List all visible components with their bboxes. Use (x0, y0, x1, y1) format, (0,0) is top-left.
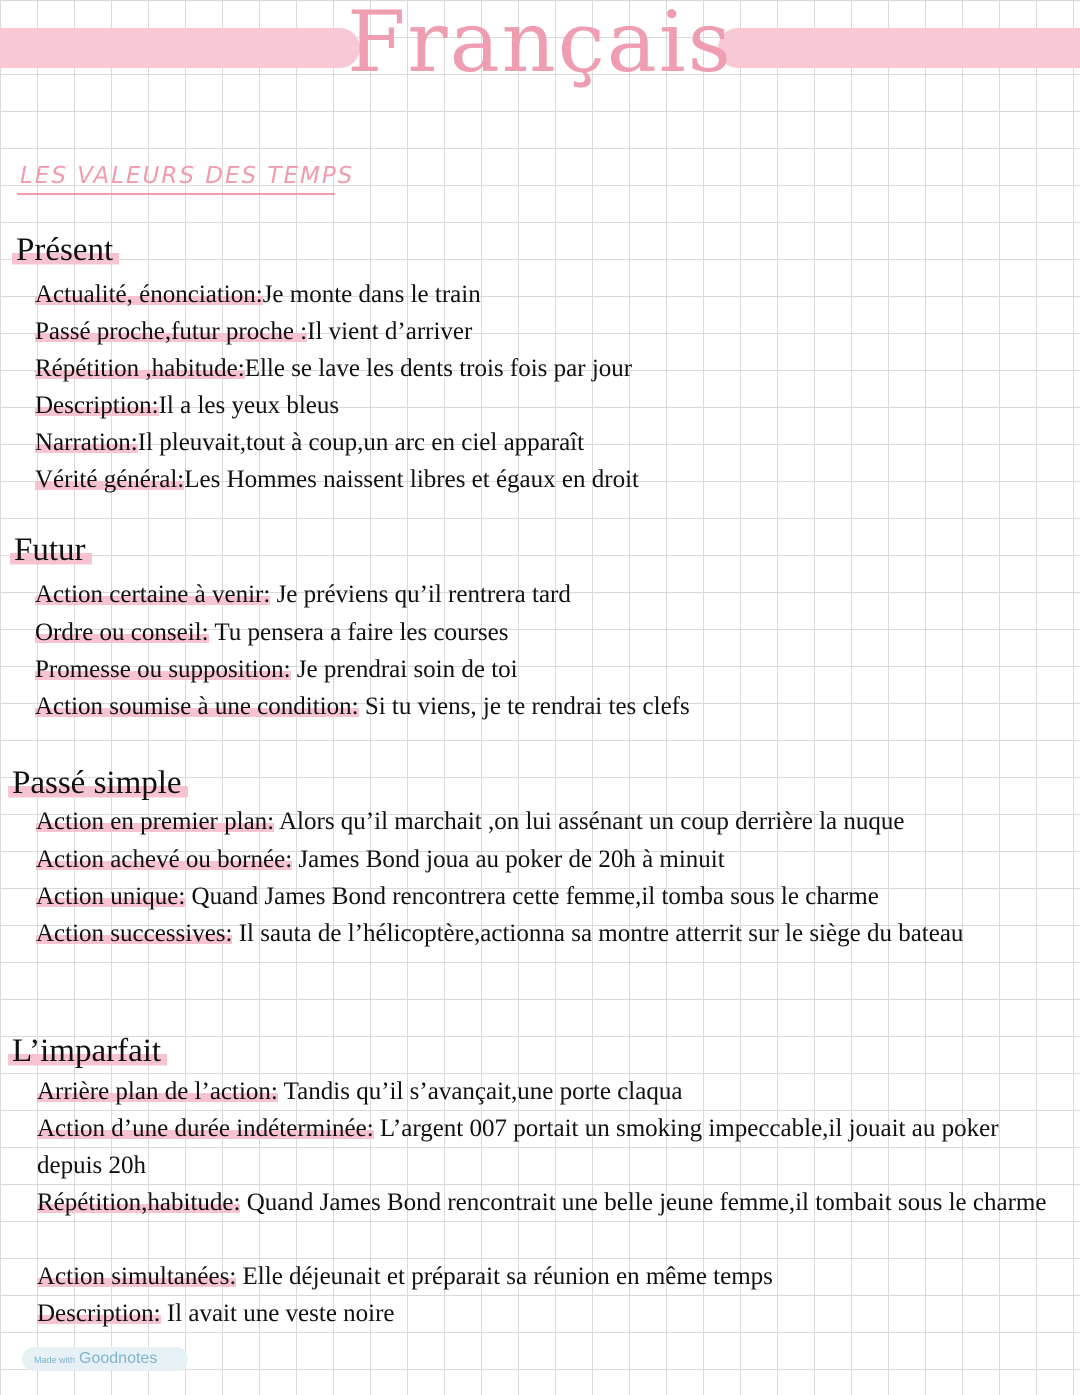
heading-imparfait: L’imparfait (8, 1031, 167, 1071)
page-title: Français (347, 0, 733, 91)
goodnotes-badge (22, 1347, 188, 1371)
goodnotes-brand: Goodnotes (79, 1350, 158, 1367)
imparfait-item: Arrière plan de l’action: Tandis qu’il s’avançait,une porte claqua (37, 1078, 683, 1105)
imparfait-item: Description: Il avait une veste noire (37, 1300, 395, 1327)
futur-item: Action certaine à venir: Je préviens qu’il rentrera tard (35, 581, 571, 608)
page-subtitle: LES VALEURS DES TEMPS (20, 163, 355, 189)
present-item: Répétition ,habitude:Elle se lave les dents trois fois par jour (35, 355, 633, 382)
present-item: Passé proche,futur proche :Il vient d’arriver (35, 318, 473, 345)
present-item: Narration:Il pleuvait,tout à coup,un arc en ciel apparaît (35, 429, 585, 456)
passe-simple-item: Action achevé ou bornée: James Bond joua au poker de 20h à minuit (36, 846, 725, 873)
imparfait-item: Répétition,habitude: Quand James Bond rencontrait une belle jeune femme,il tombait sous le charme (37, 1189, 1047, 1216)
heading-passe-simple: Passé simple (8, 763, 188, 803)
passe-simple-item: Action unique: Quand James Bond rencontrera cette femme,il tomba sous le charme (36, 883, 879, 910)
present-item: Description:Il a les yeux bleus (35, 392, 340, 419)
present-item: Vérité général:Les Hommes naissent libres et égaux en droit (35, 466, 639, 493)
passe-simple-item: Action en premier plan: Alors qu’il marchait ,on lui assénant un coup derrière la nuque (36, 808, 905, 835)
imparfait-item: Action d’une durée indéterminée: L’argent 007 portait un smoking impeccable,il jouait au poker depuis 20h (37, 1115, 999, 1179)
present-item: Actualité, énonciation:Je monte dans le train (35, 281, 481, 308)
futur-item: Promesse ou supposition: Je prendrai soin de toi (35, 656, 518, 683)
futur-item: Ordre ou conseil: Tu pensera a faire les courses (35, 619, 509, 646)
futur-item: Action soumise à une condition: Si tu viens, je te rendrai tes clefs (35, 693, 690, 720)
heading-present: Présent (12, 230, 119, 270)
made-with-label: Made with (34, 1355, 76, 1365)
subtitle-underline (17, 193, 335, 195)
passe-simple-item: Action successives: Il sauta de l’hélicoptère,actionna sa montre atterrit sur le siège du bateau (36, 920, 964, 947)
imparfait-item: Action simultanées: Elle déjeunait et préparait sa réunion en même temps (37, 1263, 773, 1290)
heading-futur: Futur (10, 530, 92, 570)
